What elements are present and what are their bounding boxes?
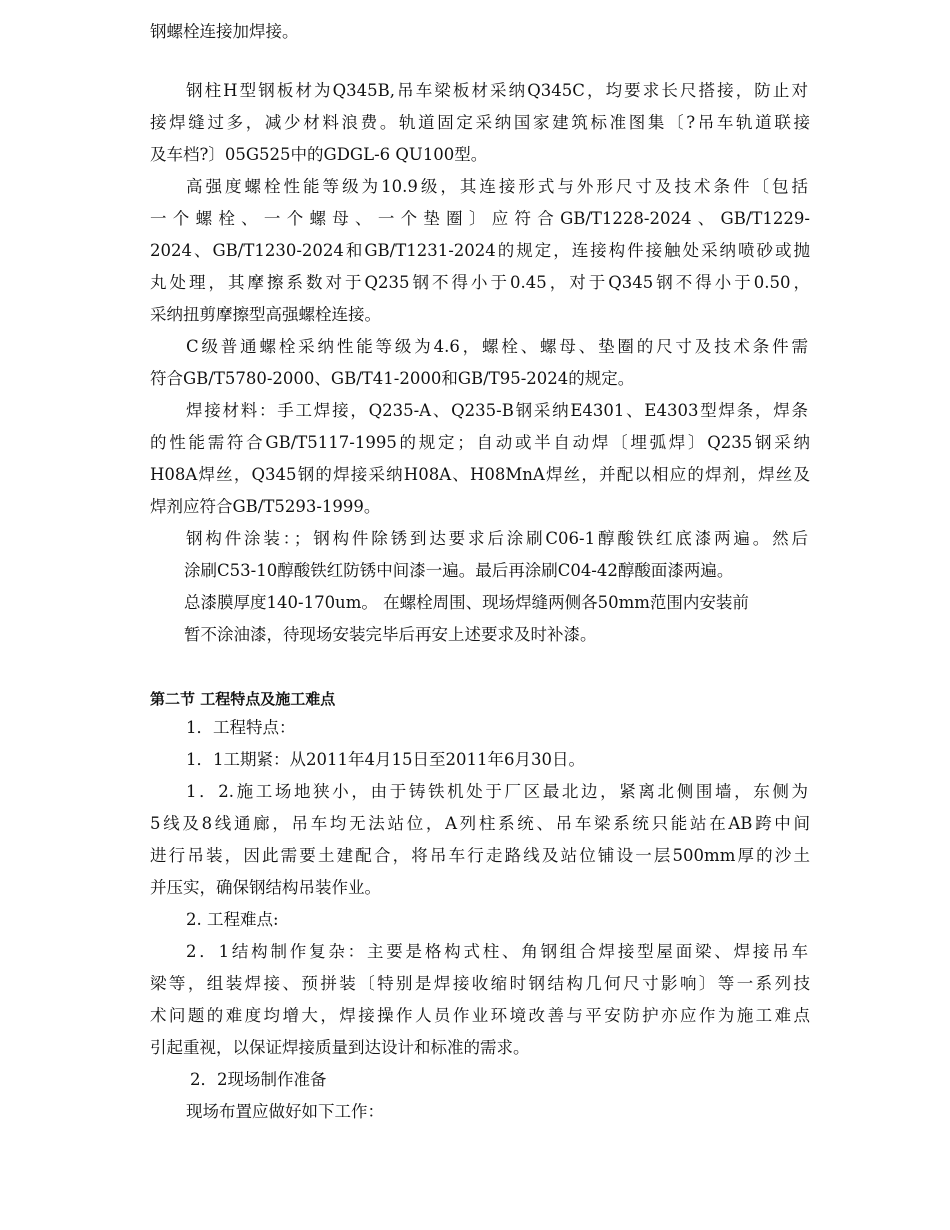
text-line: 1．1工期紧：从2011年4月15日至2011年6月30日。: [186, 750, 585, 769]
text-line: 焊接材料：手工焊接，Q235-A、Q235-B钢采纳E4301、E4303型焊条，焊条: [186, 401, 808, 420]
text-line: 2. 工程难点:: [186, 910, 279, 929]
text-line: 引起重视，以保证焊接质量到达设计和标准的需求。: [150, 1038, 530, 1057]
text-line: 焊剂应符合GB/T5293-1999。: [150, 497, 381, 516]
text-line: 钢螺栓连接加焊接。: [150, 22, 299, 41]
text-line: 钢构件涂装：；钢构件除锈到达要求后涂刷C06-1醇酸铁红底漆两遍。然后: [186, 529, 808, 548]
text-line: 梁等，组装焊接、预拼装〔特别是焊接收缩时钢结构几何尺寸影响〕等一系列技: [150, 974, 810, 993]
text-line: 术问题的难度均增大，焊接操作人员作业环境改善与平安防护亦应作为施工难点: [150, 1006, 810, 1025]
text-line: 一个螺栓、一个螺母、一个垫圈〕应符合GB/T1228-2024、GB/T1229-: [150, 209, 810, 228]
text-line: 总漆膜厚度140-170um。 在螺栓周围、现场焊缝两侧各50mm范围内安装前: [184, 593, 749, 612]
text-line: 采纳扭剪摩擦型高强螺栓连接。: [150, 305, 381, 324]
text-line: 5线及8线通廊，吊车均无法站位，A列柱系统、吊车梁系统只能站在AB跨中间: [150, 814, 810, 833]
text-line: 接焊缝过多，减少材料浪费。轨道固定采纳国家建筑标准图集〔?吊车轨道联接: [150, 113, 810, 132]
text-line: 高强度螺栓性能等级为10.9级，其连接形式与外形尺寸及技术条件〔包括: [186, 177, 808, 196]
text-line: 现场布置应做好如下工作：: [186, 1102, 384, 1121]
text-line: 的性能需符合GB/T5117-1995的规定；自动或半自动焊〔埋弧焊〕Q235钢采纳: [150, 433, 810, 452]
text-line: 1．2.施工场地狭小，由于铸铁机处于厂区最北边，紧离北侧围墙，东侧为: [186, 782, 808, 801]
text-line: 丸处理，其摩擦系数对于Q235钢不得小于0.45，对于Q345钢不得小于0.50，: [150, 273, 810, 292]
text-line: 符合GB/T5780-2000、GB/T41-2000和GB/T95-2024的规定。: [150, 369, 635, 388]
text-line: 2．1结构制作复杂：主要是格构式柱、角钢组合焊接型屋面梁、焊接吊车: [186, 942, 808, 961]
text-line: 1．工程特点：: [186, 718, 296, 737]
text-line: 涂刷C53-10醇酸铁红防锈中间漆一遍。最后再涂刷C04-42醇酸面漆两遍。: [184, 561, 734, 580]
text-line: C级普通螺栓采纳性能等级为4.6，螺栓、螺母、垫圈的尺寸及技术条件需: [186, 337, 808, 356]
text-line: 及车档?〕05G525中的GDGL-6 QU100型。: [150, 145, 488, 164]
text-line: 钢柱H型钢板材为Q345B,吊车梁板材采纳Q345C，均要求长尺搭接，防止对: [186, 81, 808, 100]
text-line: H08A焊丝，Q345钢的焊接采纳H08A、H08MnA焊丝，并配以相应的焊剂，焊丝及: [150, 465, 810, 484]
text-line: 并压实，确保钢结构吊装作业。: [150, 878, 381, 897]
text-line: 暂不涂油漆，待现场安装完毕后再安上述要求及时补漆。: [184, 625, 597, 644]
text-line: 2024、GB/T1230-2024和GB/T1231-2024的规定，连接构件接触处采纳喷砂或抛: [150, 241, 810, 260]
section-heading: 第二节 工程特点及施工难点: [150, 690, 336, 708]
text-line: 2．2现场制作准备: [190, 1070, 327, 1089]
text-line: 进行吊装，因此需要土建配合，将吊车行走路线及站位铺设一层500mm厚的沙土: [150, 846, 810, 865]
